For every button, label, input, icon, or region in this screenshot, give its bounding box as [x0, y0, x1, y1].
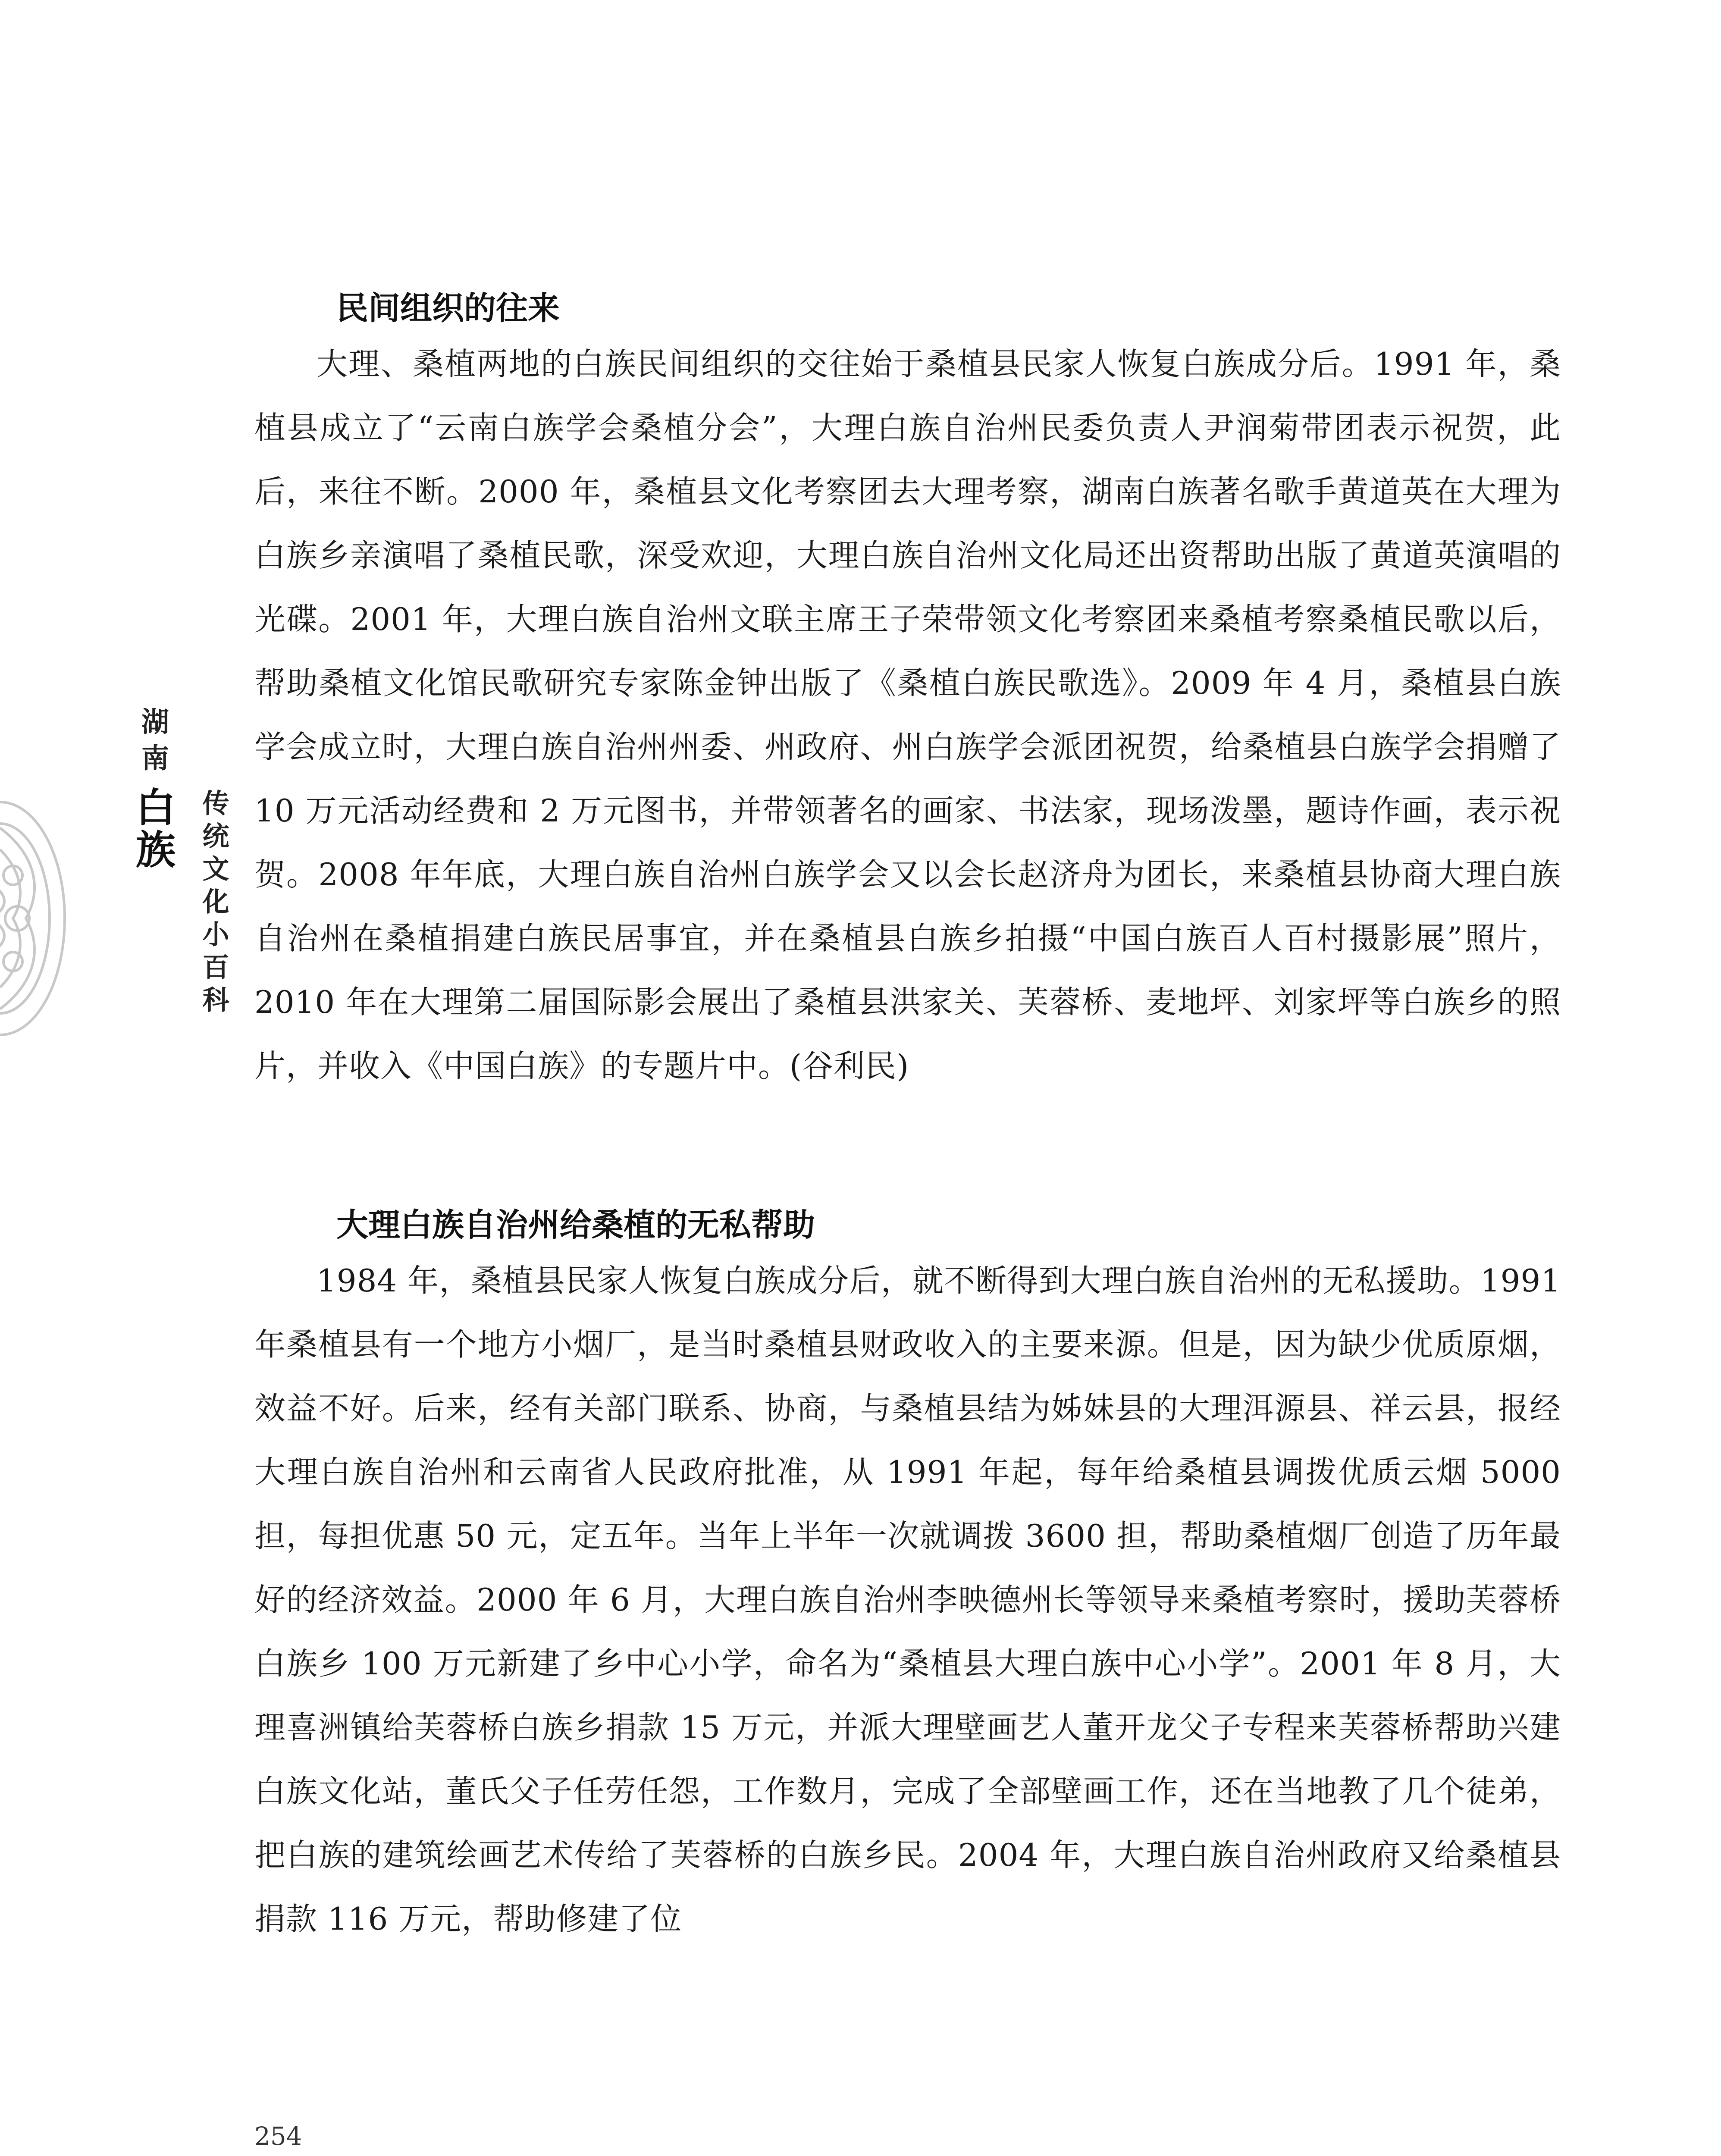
- side-title-line1: 湖南: [137, 707, 169, 780]
- section-paragraph: 大理、桑植两地的白族民间组织的交往始于桑植县民家人恢复白族成分后。1991 年，桑植县成立了“云南白族学会桑植分会”，大理白族自治州民委负责人尹润菊带团表示祝贺，此后，来往不断。2000 年，桑植县文化考察团去大理考察，湖南白族著名歌手黄道英在大理为白族乡亲演唱了桑植民歌，深受欢迎，大理白族自治州文化局还出资帮助出版了黄道英演唱的光碟。2001 年，大理白族自治州文联主席王子荣带领文化考察团来桑植考察桑植民歌以后，帮助桑植文化馆民歌研究专家陈金钟出版了《桑植白族民歌选》。2009 年 4 月，桑植县白族学会成立时，大理白族自治州州委、州政府、州白族学会派团祝贺，给桑植县白族学会捐赠了 10 万元活动经费和 2 万元图书，并带领著名的画家、书法家，现场泼墨，题诗作画，表示祝贺。2008 年年底，大理白族自治州白族学会又以会长赵济舟为团长，来桑植县协商大理白族自治州在桑植捐建白族民居事宜，并在桑植县白族乡拍摄“中国白族百人百村摄影展”照片，2010 年在大理第二届国际影会展出了桑植县洪家关、芙蓉桥、麦地坪、刘家坪等白族乡的照片，并收入《中国白族》的专题片中。(谷利民): [254, 346, 1561, 1084]
- side-title-line3: 传统文化小百科: [198, 789, 229, 1018]
- section-heading: 大理白族自治州给桑植的无私帮助: [336, 1206, 815, 1244]
- section-paragraph: 1984 年，桑植县民家人恢复白族成分后，就不断得到大理白族自治州的无私援助。1991 年桑植县有一个地方小烟厂，是当时桑植县财政收入的主要来源。但是，因为缺少优质原烟，效益不好。后来，经有关部门联系、协商，与桑植县结为姊妹县的大理洱源县、祥云县，报经大理白族自治州和云南省人民政府批准，从 1991 年起，每年给桑植县调拨优质云烟 5000 担，每担优惠 50 元，定五年。当年上半年一次就调拨 3600 担，帮助桑植烟厂创造了历年最好的经济效益。2000 年 6 月，大理白族自治州李映德州长等领导来桑植考察时，援助芙蓉桥白族乡 100 万元新建了乡中心小学，命名为“桑植县大理白族中心小学”。2001 年 8 月，大理喜洲镇给芙蓉桥白族乡捐款 15 万元，并派大理壁画艺人董开龙父子专程来芙蓉桥帮助兴建白族文化站，董氏父子任劳任怨，工作数月，完成了全部壁画工作，还在当地教了几个徒弟，把白族的建筑绘画艺术传给了芙蓉桥的白族乡民。2004 年，大理白族自治州政府又给桑植县捐款 116 万元，帮助修建了位: [254, 1263, 1561, 1937]
- section-dali-assistance: [254, 1201, 1561, 1951]
- section-folk-organizations: [254, 285, 1561, 1098]
- book-side-title: [113, 707, 229, 1018]
- page-number: 254: [254, 2122, 302, 2151]
- decorative-ornament-icon: [0, 789, 116, 1048]
- side-title-line2: 白族: [129, 787, 176, 871]
- main-content: [254, 285, 1561, 1951]
- section-heading: 民间组织的往来: [336, 290, 560, 327]
